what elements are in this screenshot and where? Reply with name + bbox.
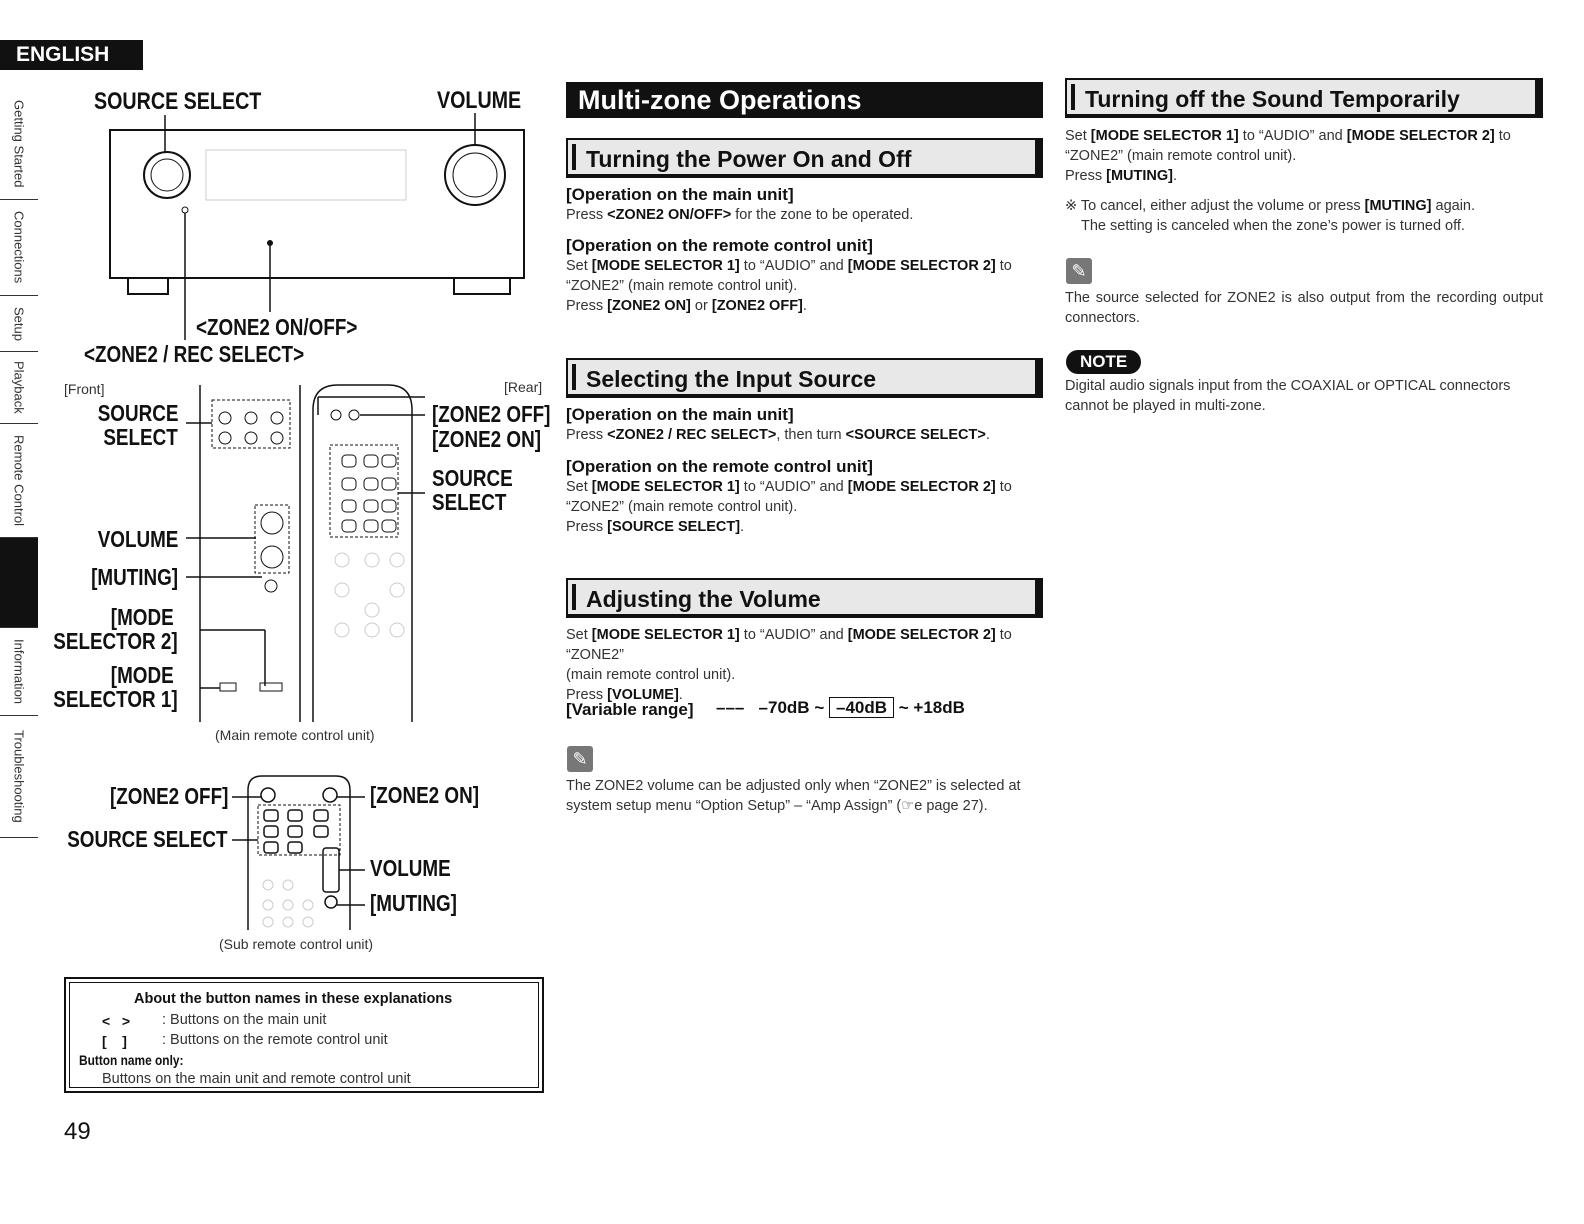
label-volume-remote: VOLUME (97, 526, 178, 552)
main-remote-drawing (186, 385, 425, 722)
caption-main-remote: (Main remote control unit) (215, 727, 375, 743)
label-mode-2: [MODE (111, 604, 174, 630)
muting-text: Set [MODE SELECTOR 1] to “AUDIO” and [MODE SELECTOR 2] to “ZONE2” (main remote control unit). Press [MUTING]. (1065, 128, 1511, 184)
subsection-muting-title: Turning off the Sound Temporarily (1071, 84, 1460, 110)
info-row2-text: : Buttons on the remote control unit (162, 1032, 388, 1048)
caption-rear: [Rear] (504, 379, 543, 395)
label-source-select: SOURCE SELECT (94, 88, 262, 115)
nav-label: Playback (11, 361, 27, 414)
nav-label: Troubleshooting (11, 730, 27, 823)
info-row2-symbols: [ ] (102, 1033, 127, 1049)
receiver-front-panel (110, 113, 524, 340)
nav-label: Setup (11, 306, 27, 341)
power-remote-text: Set [MODE SELECTOR 1] to “AUDIO” and [MODE SELECTOR 2] to “ZONE2” (main remote control unit). Press [ZONE2 ON] or [ZONE2 OFF]. (566, 258, 1012, 314)
muting-memo-text: The source selected for ZONE2 is also output from the recording output connectors. (1065, 290, 1543, 326)
label-select-rear: SELECT (432, 489, 507, 515)
caption-front: [Front] (64, 381, 105, 397)
memo-pencil-icon: ✎ (1066, 258, 1092, 284)
label-zone2-onoff: <ZONE2 ON/OFF> (196, 314, 358, 340)
power-remote-heading: [Operation on the remote control unit] (566, 236, 873, 255)
label-sub-zone2-off: [ZONE2 OFF] (109, 783, 228, 809)
power-main-text: Press <ZONE2 ON/OFF> for the zone to be operated. (566, 207, 914, 223)
input-remote-heading: [Operation on the remote control unit] (566, 457, 873, 476)
range-max: +18dB (913, 698, 965, 717)
label-selector-1: SELECTOR 1] (53, 686, 178, 712)
label-selector-2: SELECTOR 2] (53, 628, 178, 654)
label-mode-1: [MODE (111, 662, 174, 688)
power-main-heading: [Operation on the main unit] (566, 185, 794, 204)
label-select: SELECT (103, 424, 178, 450)
muting-cancel-text: ※ To cancel, either adjust the volume or press [MUTING] again. The setting is canceled when the zone’s power is turned off. (1065, 198, 1476, 234)
range-min: –70dB (758, 698, 810, 717)
info-row1-symbols: < > (102, 1013, 131, 1029)
note-text: Digital audio signals input from the COAXIAL or OPTICAL connectors cannot be played in multi-zone. (1065, 378, 1511, 414)
info-row1-text: : Buttons on the main unit (162, 1012, 327, 1028)
input-remote-text: Set [MODE SELECTOR 1] to “AUDIO” and [MODE SELECTOR 2] to “ZONE2” (main remote control unit). Press [SOURCE SELECT]. (566, 479, 1012, 535)
sub-remote-drawing (232, 776, 365, 930)
label-sub-muting: [MUTING] (370, 890, 457, 916)
volume-range-values: ––– –70dB ~ –40dB ~ +18dB (716, 698, 965, 717)
label-muting: [MUTING] (91, 564, 178, 590)
label-sub-zone2-on: [ZONE2 ON] (370, 782, 479, 808)
volume-range-label: [Variable range] (566, 700, 694, 719)
volume-text: Set [MODE SELECTOR 1] to “AUDIO” and [MODE SELECTOR 2] to “ZONE2” (main remote control unit). Press [VOLUME]. (566, 627, 1012, 703)
input-main-text: Press <ZONE2 / REC SELECT>, then turn <SOURCE SELECT>. (566, 427, 990, 443)
volume-memo-text: The ZONE2 volume can be adjusted only when “ZONE2” is selected at system setup menu “Option Setup” – “Amp Assign” (☞e page 27). (566, 778, 1021, 814)
label-sub-source-select: SOURCE SELECT (67, 826, 228, 852)
label-sub-volume: VOLUME (370, 855, 451, 881)
input-main-heading: [Operation on the main unit] (566, 405, 794, 424)
label-zone2-rec-select: <ZONE2 / REC SELECT> (84, 341, 305, 367)
label-volume: VOLUME (437, 87, 522, 114)
info-button-only-label: Button name only: (79, 1052, 184, 1068)
label-source: SOURCE (97, 400, 178, 426)
label-zone2-on: [ZONE2 ON] (432, 426, 541, 452)
label-zone2-off: [ZONE2 OFF] (432, 401, 551, 427)
label-source-rear: SOURCE (432, 465, 513, 491)
info-button-only-text: Buttons on the main unit and remote control unit (102, 1071, 411, 1087)
subsection-input (566, 358, 1043, 398)
info-box-title: About the button names in these explanations (134, 991, 453, 1007)
nav-label: Information (11, 638, 27, 705)
section-title-multizone: Multi-zone Operations (566, 82, 1043, 118)
range-default: –40dB (829, 697, 894, 718)
range-dash: ––– (716, 698, 745, 717)
subsection-input-title: Selecting the Input Source (572, 364, 876, 390)
memo-pencil-icon: ✎ (567, 746, 593, 772)
nav-label: Connections (11, 211, 27, 284)
subsection-volume (566, 578, 1043, 618)
subsection-volume-title: Adjusting the Volume (572, 584, 821, 610)
page-number: 49 (64, 1118, 91, 1145)
caption-sub-remote: (Sub remote control unit) (219, 936, 374, 952)
button-names-box (64, 977, 544, 1093)
language-tab: ENGLISH (0, 40, 143, 70)
note-badge: NOTE (1066, 350, 1141, 374)
subsection-power (566, 138, 1043, 178)
subsection-muting (1065, 78, 1543, 118)
nav-label: Remote Control (11, 434, 27, 527)
subsection-power-title: Turning the Power On and Off (572, 144, 911, 170)
nav-label: Getting Started (11, 99, 27, 188)
